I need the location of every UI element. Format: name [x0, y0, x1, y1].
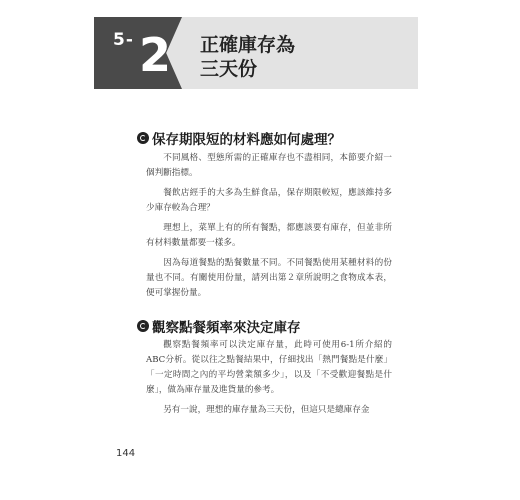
- paragraph: 因為每道餐點的點餐數量不同。不同餐點使用某種材料的份量也不同。有關使用份量，請列出第２章所說明之食物成本表，便可掌握份量。: [146, 258, 392, 298]
- paragraph: 不同風格、型態所需的正確庫存也不盡相同，本節要介紹一個判斷指標。: [146, 153, 392, 178]
- chapter-title-line1: 正確庫存為: [200, 34, 296, 56]
- section-heading-2: [137, 316, 301, 336]
- chapter-title: [200, 33, 295, 81]
- section-heading-text: 保存期限短的材料應如何處理？: [152, 132, 341, 148]
- paragraph: 理想上，菜單上有的所有餐點，都應該要有庫存，但並非所有材料數量都要一樣多。: [146, 223, 392, 248]
- bullet-disc-icon: [137, 132, 149, 144]
- section-body-2: [146, 338, 392, 423]
- paragraph: 餐飲店經手的大多為生鮮食品，保存期限較短，應該維持多少庫存較為合理？: [146, 188, 392, 213]
- section-heading-text: 觀察點餐頻率來決定庫存: [152, 320, 301, 336]
- chapter-prefix: 5-: [113, 30, 134, 50]
- bullet-disc-icon: [137, 320, 149, 332]
- section-body-1: [146, 151, 392, 306]
- chapter-number: 2: [139, 28, 172, 82]
- paragraph: 觀察點餐頻率可以決定庫存量，此時可使用6-1所介紹的ABC分析。從以往之點餐結果中，仔細找出「熱門餐點是什麼」「一定時間之內的平均營業額多少」，以及「不受歡迎餐點是什麼」，做為庫存量及進貨量的參考。: [146, 340, 392, 395]
- section-heading-1: [137, 128, 341, 148]
- page-number: 144: [116, 448, 136, 459]
- paragraph: 另有一說，理想的庫存量為三天份，但這只是總庫存金: [163, 405, 370, 415]
- chapter-title-line2: 三天份: [200, 58, 258, 80]
